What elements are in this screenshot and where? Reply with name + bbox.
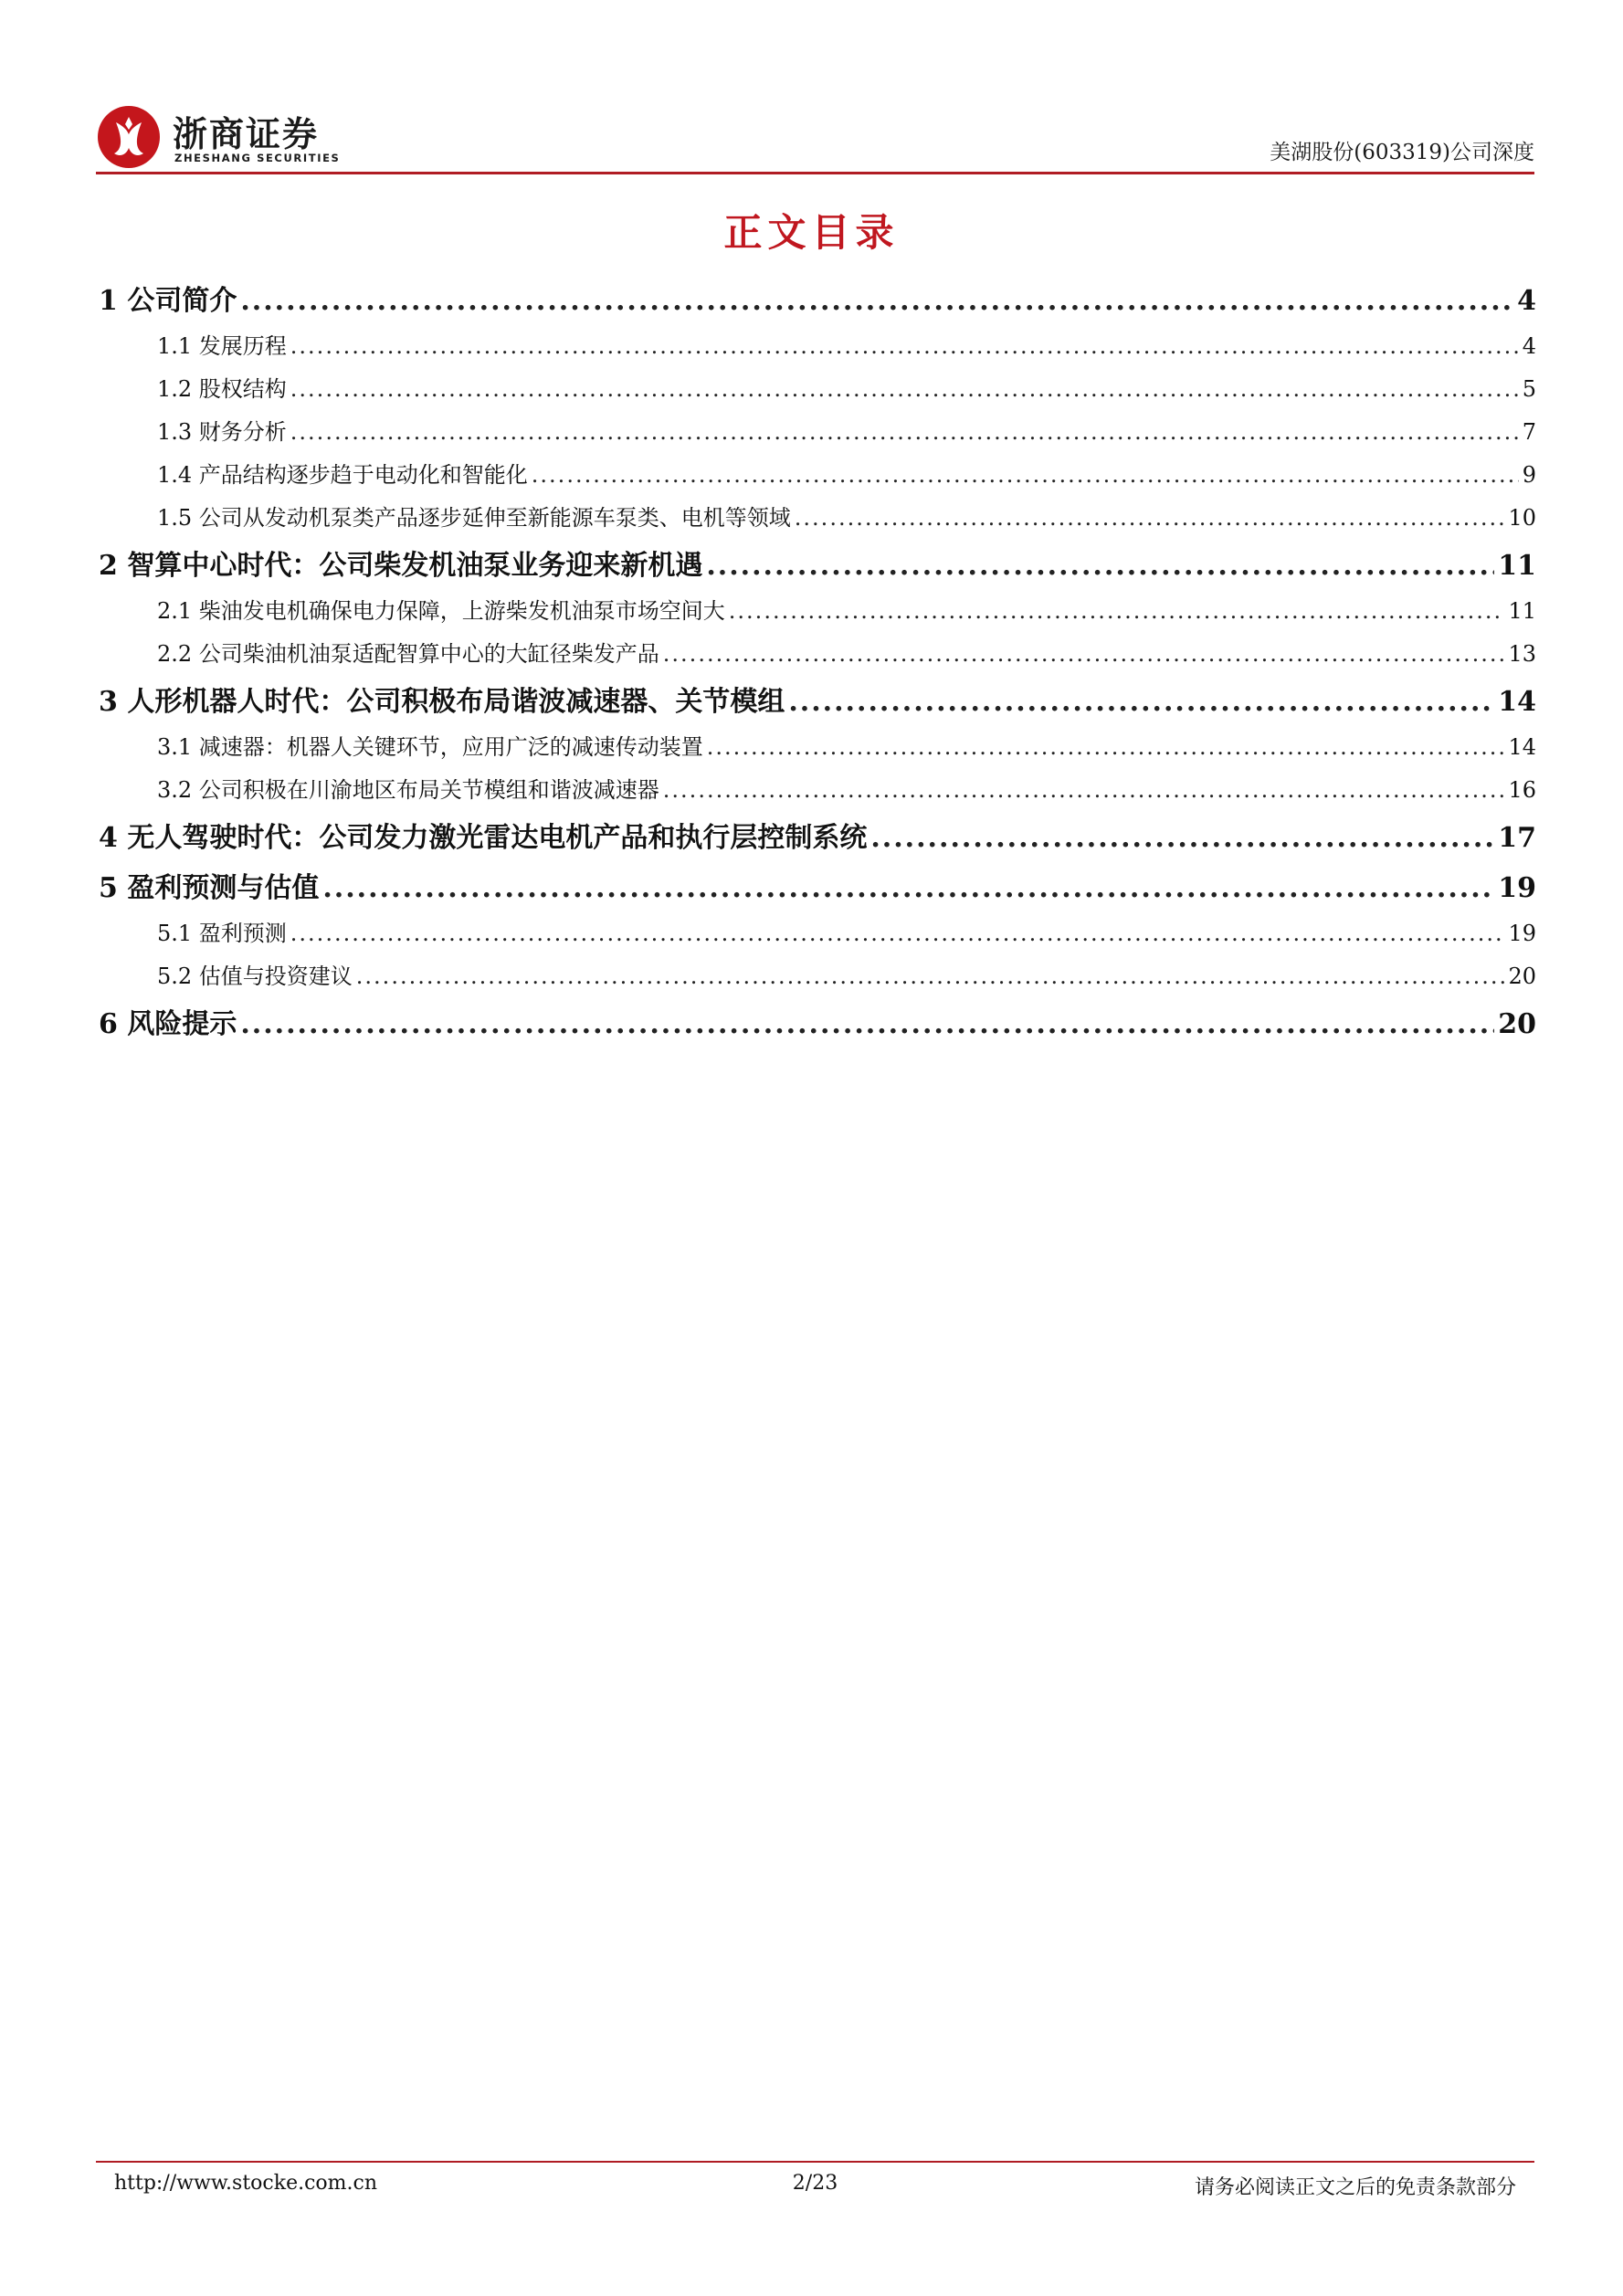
toc-dot-leader xyxy=(290,419,1519,445)
toc-entry-title: 4 无人驾驶时代：公司发力激光雷达电机产品和执行层控制系统 xyxy=(99,822,868,854)
toc-entry-title: 1.1 发展历程 xyxy=(157,333,287,359)
toc-entry-page: 16 xyxy=(1508,777,1536,803)
footer-divider xyxy=(96,2161,1534,2163)
toc-dot-leader xyxy=(870,822,1494,854)
toc-entry-section[interactable] xyxy=(99,911,1536,954)
toc-dot-leader xyxy=(322,872,1494,904)
toc-dot-leader xyxy=(240,1008,1494,1040)
toc-dot-leader xyxy=(663,641,1505,667)
header-divider xyxy=(96,172,1534,174)
toc-entry-page: 13 xyxy=(1508,641,1536,667)
logo-chinese-name: 浙商证券 xyxy=(173,114,320,154)
toc-dot-leader xyxy=(532,462,1519,488)
toc-entry-section[interactable] xyxy=(99,954,1536,997)
footer-page-number: 2/23 xyxy=(792,2172,838,2195)
toc-dot-leader xyxy=(290,921,1505,946)
toc-entry-section[interactable] xyxy=(99,410,1536,453)
toc-entry-section[interactable] xyxy=(99,367,1536,410)
toc-entry-section[interactable] xyxy=(99,725,1536,768)
logo-english-name: ZHESHANG SECURITIES xyxy=(174,152,341,164)
toc-entry-title: 1.2 股权结构 xyxy=(157,376,287,402)
toc-entry-title: 2 智算中心时代：公司柴发机油泵业务迎来新机遇 xyxy=(99,550,703,582)
toc-entry-title: 3 人形机器人时代：公司积极布局谐波减速器、关节模组 xyxy=(99,686,785,718)
toc-entry-page: 4 xyxy=(1522,333,1536,359)
toc-entry-page: 11 xyxy=(1508,598,1536,624)
footer-disclaimer-note: 请务必阅读正文之后的免责条款部分 xyxy=(1194,2176,1516,2199)
toc-entry-page: 7 xyxy=(1522,419,1536,445)
toc-dot-leader xyxy=(290,376,1519,402)
toc-dot-leader xyxy=(663,777,1505,803)
toc-entry-title: 1 公司简介 xyxy=(99,285,237,317)
toc-entry-title: 3.1 减速器：机器人关键环节，应用广泛的减速传动装置 xyxy=(157,734,703,760)
zheshang-logo xyxy=(96,104,361,170)
toc-entry-chapter[interactable] xyxy=(99,997,1536,1048)
toc-entry-page: 20 xyxy=(1498,1008,1536,1040)
toc-entry-title: 1.3 财务分析 xyxy=(157,419,287,445)
toc-entry-section[interactable] xyxy=(99,453,1536,496)
page-header xyxy=(96,91,1534,175)
toc-dot-leader xyxy=(707,734,1505,760)
toc-entry-page: 10 xyxy=(1508,505,1536,531)
toc-entry-section[interactable] xyxy=(99,324,1536,367)
toc-entry-page: 11 xyxy=(1498,550,1536,582)
toc-entry-chapter[interactable] xyxy=(99,274,1536,324)
toc-entry-title: 1.4 产品结构逐步趋于电动化和智能化 xyxy=(157,462,528,488)
toc-entry-title: 2.2 公司柴油机油泵适配智算中心的大缸径柴发产品 xyxy=(157,641,659,667)
toc-dot-leader xyxy=(788,686,1494,718)
toc-entry-title: 5 盈利预测与估值 xyxy=(99,872,320,904)
toc-entry-title: 3.2 公司积极在川渝地区布局关节模组和谐波减速器 xyxy=(157,777,659,803)
toc-entry-section[interactable] xyxy=(99,496,1536,539)
report-tag: 美湖股份(603319)公司深度 xyxy=(1270,141,1534,164)
page-footer xyxy=(96,2172,1534,2208)
toc-entry-page: 19 xyxy=(1498,872,1536,904)
toc-entry-chapter[interactable] xyxy=(99,539,1536,589)
toc-entry-title: 5.2 估值与投资建议 xyxy=(157,964,353,989)
toc-entry-title: 2.1 柴油发电机确保电力保障，上游柴发机油泵市场空间大 xyxy=(157,598,725,624)
table-of-contents xyxy=(99,274,1536,1048)
toc-entry-chapter[interactable] xyxy=(99,811,1536,861)
toc-title: 正文目录 xyxy=(723,210,900,255)
toc-entry-page: 9 xyxy=(1522,462,1536,488)
toc-entry-page: 19 xyxy=(1508,921,1536,946)
toc-entry-page: 17 xyxy=(1498,822,1536,854)
toc-entry-title: 1.5 公司从发动机泵类产品逐步延伸至新能源车泵类、电机等领域 xyxy=(157,505,791,531)
toc-entry-chapter[interactable] xyxy=(99,861,1536,911)
toc-entry-section[interactable] xyxy=(99,768,1536,811)
toc-dot-leader xyxy=(729,598,1505,624)
toc-entry-chapter[interactable] xyxy=(99,675,1536,725)
toc-entry-title: 5.1 盈利预测 xyxy=(157,921,287,946)
toc-entry-page: 4 xyxy=(1517,285,1536,317)
toc-dot-leader xyxy=(240,285,1513,317)
toc-entry-page: 20 xyxy=(1508,964,1536,989)
toc-dot-leader xyxy=(706,550,1494,582)
toc-entry-section[interactable] xyxy=(99,632,1536,675)
zheshang-logo-icon xyxy=(96,104,162,170)
toc-entry-page: 14 xyxy=(1498,686,1536,718)
toc-dot-leader xyxy=(290,333,1519,359)
toc-dot-leader xyxy=(356,964,1505,989)
footer-url-link[interactable]: http://www.stocke.com.cn xyxy=(114,2172,377,2195)
toc-entry-page: 5 xyxy=(1522,376,1536,402)
toc-entry-page: 14 xyxy=(1508,734,1536,760)
toc-dot-leader xyxy=(795,505,1505,531)
toc-entry-section[interactable] xyxy=(99,589,1536,632)
toc-entry-title: 6 风险提示 xyxy=(99,1008,237,1040)
